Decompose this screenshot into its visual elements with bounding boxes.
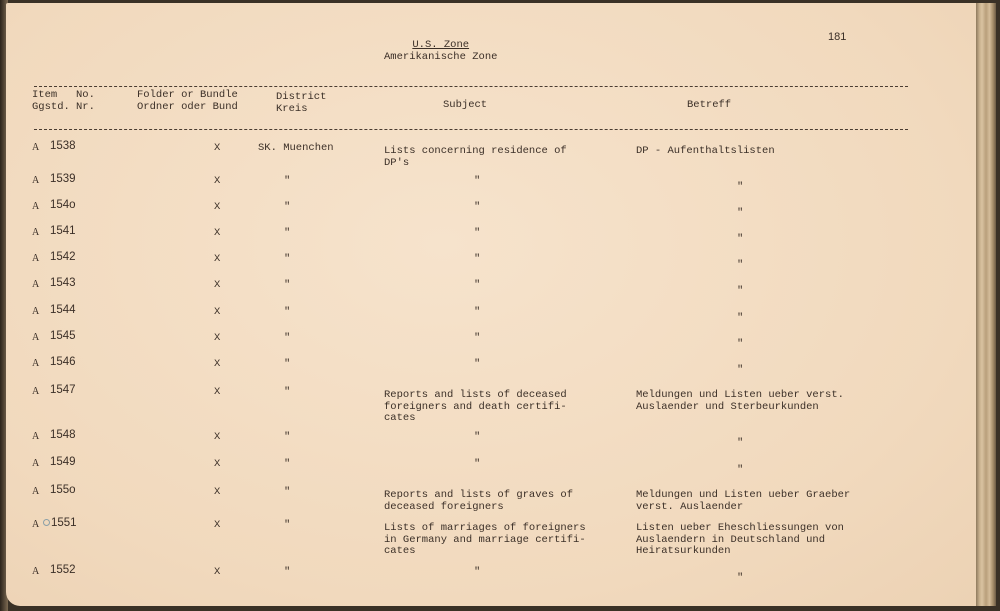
- betreff: ": [737, 207, 744, 219]
- folder-mark: X: [214, 519, 221, 531]
- item-number: 154o: [50, 199, 76, 211]
- item-number: 1544: [50, 304, 76, 316]
- district: ": [284, 458, 291, 470]
- subject: ": [474, 566, 481, 578]
- subject: ": [474, 175, 481, 187]
- item-code: A: [32, 279, 40, 290]
- item-code: A: [32, 458, 40, 469]
- item-code: A: [32, 201, 40, 212]
- subject: ": [474, 358, 481, 370]
- betreff: ": [737, 181, 744, 193]
- betreff: ": [737, 233, 744, 245]
- folder-mark: X: [214, 306, 221, 318]
- item-number: 1551: [43, 518, 77, 530]
- betreff: ": [737, 464, 744, 476]
- item-code: A: [32, 519, 40, 530]
- district: ": [284, 306, 291, 318]
- zone-title: [384, 39, 497, 63]
- item-number: 1547: [50, 384, 76, 396]
- subject: Reports and lists of graves of deceased foreigners: [384, 489, 574, 513]
- item-code: A: [32, 358, 40, 369]
- district: ": [284, 332, 291, 344]
- subject: ": [474, 227, 481, 239]
- subject: Lists concerning residence of DP's: [384, 145, 567, 169]
- header-rule-bottom: [34, 129, 908, 130]
- betreff: ": [737, 259, 744, 271]
- folder-mark: X: [214, 279, 221, 291]
- subject: ": [474, 253, 481, 265]
- title-german: Amerikanische Zone: [384, 51, 498, 63]
- header-subject: Subject: [443, 99, 488, 111]
- item-number: 1545: [50, 330, 76, 342]
- subject: ": [474, 201, 481, 213]
- district: ": [284, 519, 291, 531]
- district: ": [284, 358, 291, 370]
- item-number: 1539: [50, 173, 76, 185]
- folder-mark: X: [214, 253, 221, 265]
- subject: ": [474, 279, 481, 291]
- district: ": [284, 386, 291, 398]
- item-code: A: [32, 332, 40, 343]
- betreff: Meldungen und Listen ueber verst. Auslaender und Sterbeurkunden: [636, 389, 844, 413]
- subject: Reports and lists of deceased foreigners and death certifi- cates: [384, 389, 567, 424]
- betreff: ": [737, 338, 744, 350]
- header-district: District Kreis: [276, 91, 327, 115]
- title-english: U.S. Zone: [412, 39, 470, 51]
- item-code: A: [32, 175, 40, 186]
- header-folder: Folder or Bundle Ordner oder Bund: [137, 89, 238, 113]
- item-number: 1548: [50, 429, 76, 441]
- item-number: 1546: [50, 356, 76, 368]
- district: ": [284, 486, 291, 498]
- betreff: ": [737, 572, 744, 584]
- district: SK. Muenchen: [258, 142, 334, 154]
- item-number: 1538: [50, 140, 76, 152]
- pencil-mark-icon: [43, 519, 50, 526]
- item-number: 1542: [50, 251, 76, 263]
- header-rule-top: [34, 86, 908, 87]
- item-number: 1543: [50, 277, 76, 289]
- document-page: [6, 3, 976, 606]
- betreff: ": [737, 285, 744, 297]
- item-number: 1552: [50, 564, 76, 576]
- district: ": [284, 227, 291, 239]
- folder-mark: X: [214, 566, 221, 578]
- header-betreff: Betreff: [687, 99, 732, 111]
- subject: ": [474, 431, 481, 443]
- item-code: A: [32, 566, 40, 577]
- district: ": [284, 279, 291, 291]
- item-code: A: [32, 306, 40, 317]
- folder-mark: X: [214, 386, 221, 398]
- betreff: ": [737, 437, 744, 449]
- item-code: A: [32, 227, 40, 238]
- book-page-edges: [976, 3, 996, 606]
- header-no: No. Nr.: [76, 89, 95, 113]
- folder-mark: X: [214, 201, 221, 213]
- district: ": [284, 431, 291, 443]
- betreff: Meldungen und Listen ueber Graeber verst. Auslaender: [636, 489, 851, 513]
- folder-mark: X: [214, 458, 221, 470]
- item-code: A: [32, 486, 40, 497]
- item-number: 1549: [50, 456, 76, 468]
- item-number: 155o: [50, 484, 76, 496]
- betreff: DP - Aufenthaltslisten: [636, 145, 775, 157]
- district: ": [284, 201, 291, 213]
- item-number: 1541: [50, 225, 76, 237]
- folder-mark: X: [214, 142, 221, 154]
- subject: ": [474, 306, 481, 318]
- item-code: A: [32, 142, 40, 153]
- subject: Lists of marriages of foreigners in Germany and marriage certifi- cates: [384, 522, 586, 557]
- betreff: Listen ueber Eheschliessungen von Auslaendern in Deutschland und Heiratsurkunden: [636, 522, 844, 557]
- subject: ": [474, 332, 481, 344]
- subject: ": [474, 458, 481, 470]
- folder-mark: X: [214, 175, 221, 187]
- district: ": [284, 253, 291, 265]
- header-item: Item Ggstd.: [32, 89, 70, 113]
- item-code: A: [32, 431, 40, 442]
- district: ": [284, 566, 291, 578]
- folder-mark: X: [214, 227, 221, 239]
- item-code: A: [32, 386, 40, 397]
- folder-mark: X: [214, 486, 221, 498]
- page-number: 181: [828, 31, 847, 43]
- folder-mark: X: [214, 431, 221, 443]
- item-code: A: [32, 253, 40, 264]
- folder-mark: X: [214, 358, 221, 370]
- folder-mark: X: [214, 332, 221, 344]
- betreff: ": [737, 364, 744, 376]
- district: ": [284, 175, 291, 187]
- betreff: ": [737, 312, 744, 324]
